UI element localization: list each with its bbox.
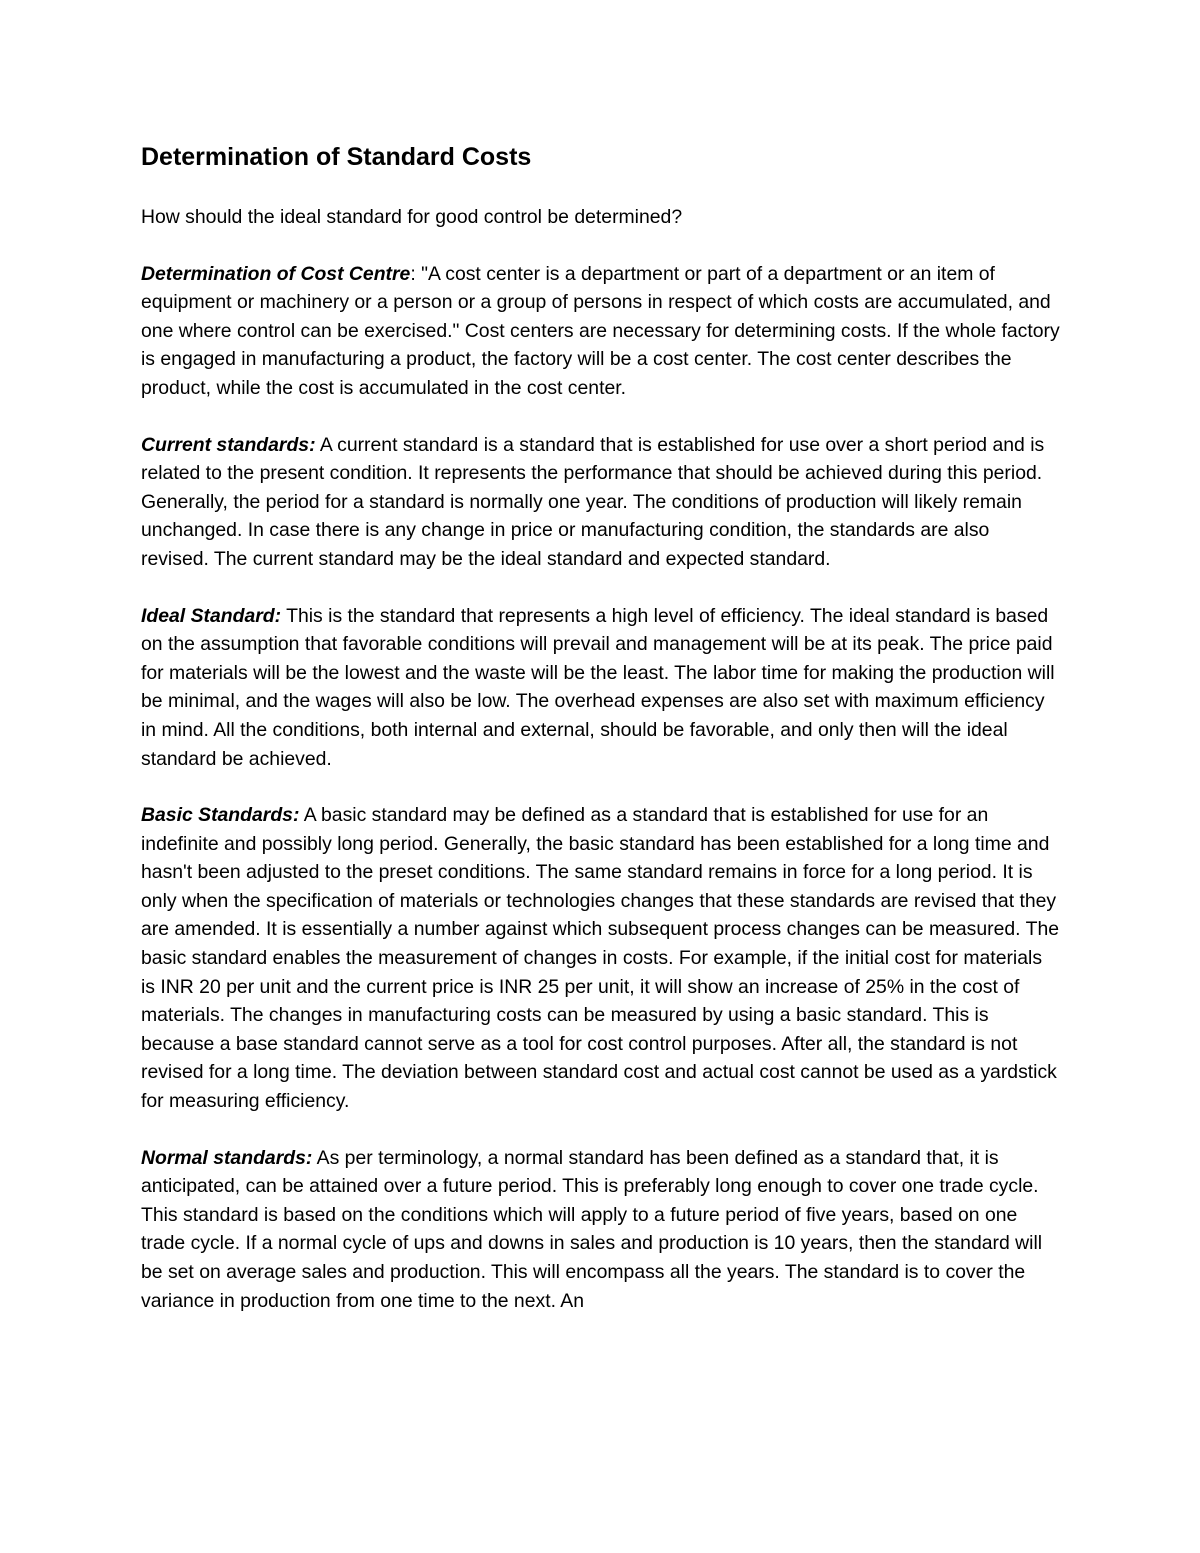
- section-body: A current standard is a standard that is established for use over a short period and is related to the present condition. It represents the performance that should be achieved during this period. Generally, the period for a standard is normally one year. The conditions of production will likely remain unchanged. In case there is any change in price or manufacturing condition, the standards are also revised. The current standard may be the ideal standard and expected standard.: [141, 433, 1045, 570]
- section-body: As per terminology, a normal standard has been defined as a standard that, it is anticipated, can be attained over a future period. This is preferably long enough to cover one trade cycle. This standard is based on the conditions which will apply to a future period of five years, based on one trade cycle. If a normal cycle of ups and downs in sales and production is 10 years, then the standard will be set on average sales and production. This will encompass all the years. The standard is to cover the variance in production from one time to the next. An: [141, 1146, 1043, 1312]
- section-separator: :: [410, 262, 422, 285]
- section-term: Current standards:: [141, 433, 316, 456]
- section-cost-centre: [141, 260, 1061, 403]
- section-ideal-standard: [141, 602, 1061, 774]
- section-body: This is the standard that represents a high level of efficiency. The ideal standard is based on the assumption that favorable conditions will prevail and management will be at its peak. The price paid for materials will be the lowest and the waste will be the least. The labor time for making the production will be minimal, and the wages will also be low. The overhead expenses are also set with maximum efficiency in mind. All the conditions, both internal and external, should be favorable, and only then will the ideal standard be achieved.: [141, 604, 1055, 770]
- page-title: Determination of Standard Costs: [141, 143, 532, 171]
- section-current-standards: [141, 431, 1061, 574]
- section-term: Ideal Standard:: [141, 604, 282, 627]
- section-body: "A cost center is a department or part of a department or an item of equipment or machinery or a person or a group of persons in respect of which costs are accumulated, and one where control can be exercised." Cost centers are necessary for determining costs. If the whole factory is engaged in manufacturing a product, the factory will be a cost center. The cost center describes the product, while the cost is accumulated in the cost center.: [141, 262, 1060, 399]
- section-basic-standards: [141, 801, 1061, 1116]
- section-term: Basic Standards:: [141, 804, 300, 827]
- document-page: [141, 138, 1061, 1315]
- section-term: Determination of Cost Centre: [141, 262, 411, 285]
- section-body: A basic standard may be defined as a standard that is established for use for an indefinite and possibly long period. Generally, the basic standard has been established for a long time and hasn't been adjusted to the preset conditions. The same standard remains in force for a long period. It is only when the specification of materials or technologies changes that these standards are revised that they are amended. It is essentially a number against which subsequent process changes can be measured. The basic standard enables the measurement of changes in costs. For example, if the initial cost for materials is INR 20 per unit and the current price is INR 25 per unit, it will show an increase of 25% in the cost of materials. The changes in manufacturing costs can be measured by using a basic standard. This is because a base standard cannot serve as a tool for cost control purposes. After all, the standard is not revised for a long time. The deviation between standard cost and actual cost cannot be used as a yardstick for measuring efficiency.: [141, 804, 1060, 1113]
- section-term: Normal standards:: [141, 1146, 313, 1169]
- section-normal-standards: [141, 1144, 1061, 1316]
- intro-question: How should the ideal standard for good control be determined?: [141, 206, 683, 228]
